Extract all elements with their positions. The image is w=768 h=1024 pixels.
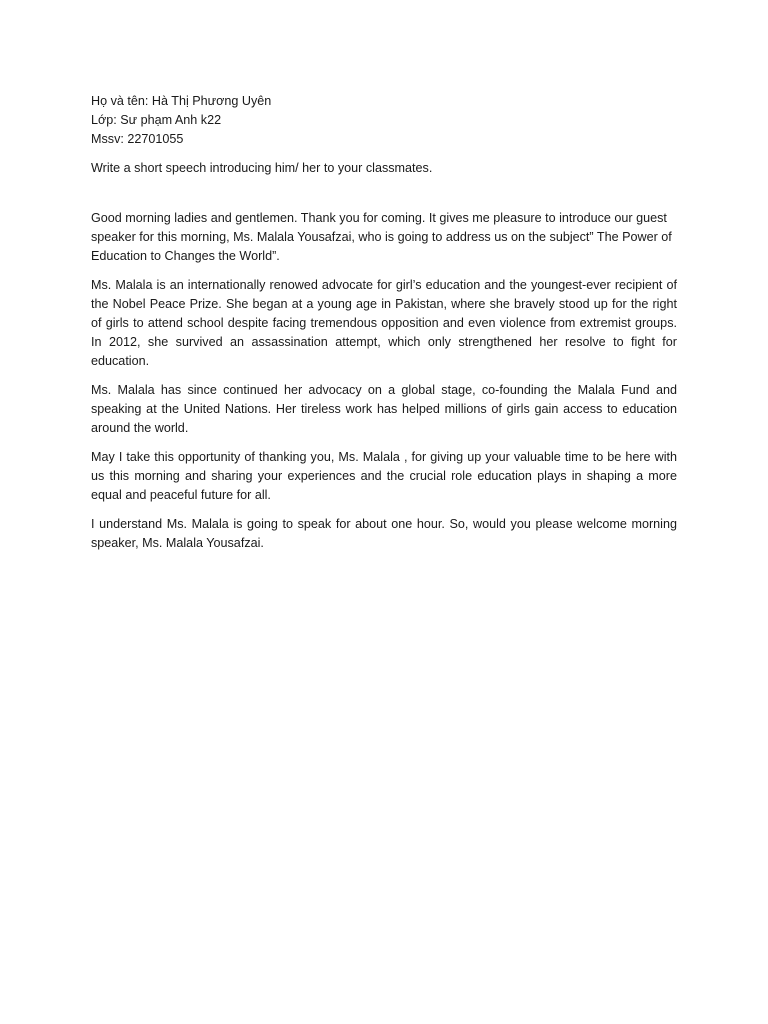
speech-paragraph-5: I understand Ms. Malala is going to speak for about one hour. So, would you please welcome morning speaker, Ms. Malala Yousafzai. <box>91 517 677 550</box>
speech-paragraph-2: Ms. Malala is an internationally renowed advocate for girl’s education and the youngest-ever recipient of the Nobel Peace Prize. She began at a young age in Pakistan, where she bravely stood up for the right of girls to attend school despite facing tremendous opposition and even violence from extremist groups. In 2012, she survived an assassination attempt, which only strengthened her resolve to fight for education. <box>91 278 677 368</box>
speech-paragraph-3: Ms. Malala has since continued her advocacy on a global stage, co-founding the Malala Fund and speaking at the United Nations. Her tireless work has helped millions of girls gain access to education around the world. <box>91 383 677 435</box>
document-body <box>91 92 677 563</box>
speech-paragraph-4: May I take this opportunity of thanking you, Ms. Malala , for giving up your valuable time to be here with us this morning and sharing your experiences and the crucial role education plays in shaping a more equal and peaceful future for all. <box>91 450 677 502</box>
assignment-prompt: Write a short speech introducing him/ her to your classmates. <box>91 161 433 175</box>
speech-paragraph-1: Good morning ladies and gentlemen. Thank you for coming. It gives me pleasure to introduce our guest speaker for this morning, Ms. Malala Yousafzai, who is going to address us on the subject” The Power of Education to Changes the World”. <box>91 211 672 263</box>
student-class-line: Lớp: Sư phạm Anh k22 <box>91 113 222 127</box>
student-name-line: Họ và tên: Hà Thị Phương Uyên <box>91 94 272 108</box>
student-id-line: Mssv: 22701055 <box>91 132 184 146</box>
